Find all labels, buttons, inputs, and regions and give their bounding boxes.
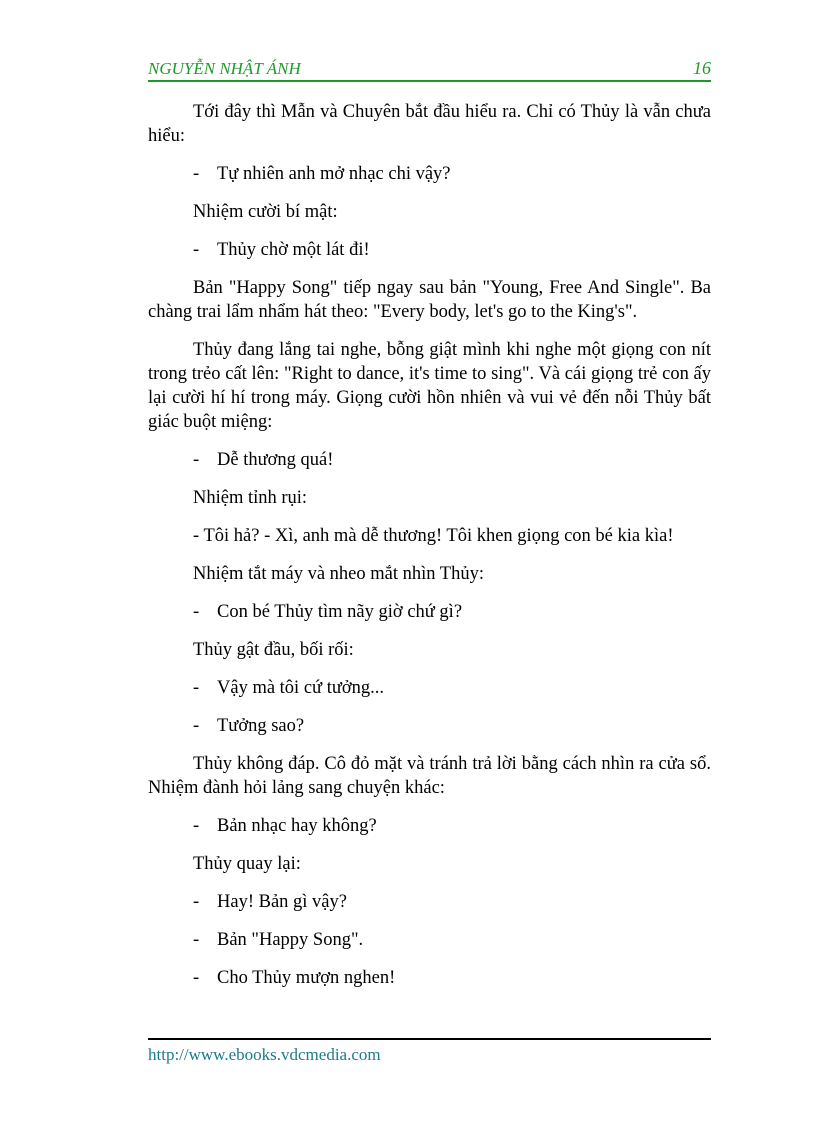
dialogue-text: Bản nhạc hay không? [217, 816, 377, 836]
footer-url[interactable]: http://www.ebooks.vdcmedia.com [148, 1045, 381, 1064]
dialogue-line [148, 600, 711, 624]
dialogue-dash: - [193, 164, 200, 184]
narration-line: Nhiệm tắt máy và nheo mắt nhìn Thủy: [193, 564, 484, 584]
dialogue-text: Con bé Thủy tìm nãy giờ chứ gì? [217, 602, 463, 622]
dialogue-dash: - [193, 450, 200, 470]
dialogue-line [148, 966, 711, 990]
dialogue-text: Tự nhiên anh mở nhạc chi vậy? [217, 164, 451, 184]
page-number: 16 [693, 58, 711, 78]
running-header [148, 58, 711, 82]
dialogue-line [148, 162, 711, 186]
dialogue-line [148, 714, 711, 738]
narration-line: Thủy gật đầu, bối rối: [193, 640, 354, 660]
dialogue-line [148, 238, 711, 262]
dialogue-line [148, 448, 711, 472]
dialogue-dash: - [193, 892, 200, 912]
author-name: NGUYỄN NHẬT ÁNH [148, 59, 301, 78]
dialogue-dash: - [193, 678, 200, 698]
narration-line: Nhiệm tỉnh rụi: [193, 488, 308, 508]
dialogue-text: Dễ thương quá! [217, 450, 334, 470]
narration-line: Thủy quay lại: [193, 854, 301, 874]
dialogue-line [148, 890, 711, 914]
dialogue-text: Cho Thủy mượn nghen! [217, 968, 396, 988]
dialogue-text: Thủy chờ một lát đi! [217, 240, 370, 260]
narration-line: - Tôi hả? - Xì, anh mà dễ thương! Tôi khen giọng con bé kia kìa! [193, 526, 674, 546]
dialogue-text: Tưởng sao? [217, 716, 305, 736]
body-paragraph: Tới đây thì Mẫn và Chuyên bắt đầu hiểu ra. Chỉ có Thủy là vẫn chưa hiểu: [148, 102, 711, 146]
dialogue-dash: - [193, 816, 200, 836]
dialogue-dash: - [193, 930, 200, 950]
header-rule [148, 80, 711, 82]
dialogue-dash: - [193, 240, 200, 260]
page-body [148, 100, 711, 990]
dialogue-dash: - [193, 968, 200, 988]
dialogue-text: Bản "Happy Song". [217, 930, 364, 950]
body-paragraph: Bản "Happy Song" tiếp ngay sau bản "Young, Free And Single". Ba chàng trai lẩm nhẩm hát theo: "Every body, let's go to the King's". [148, 278, 711, 322]
dialogue-dash: - [193, 716, 200, 736]
dialogue-line [148, 928, 711, 952]
dialogue-text: Hay! Bản gì vậy? [217, 892, 347, 912]
dialogue-dash: - [193, 602, 200, 622]
dialogue-line [148, 676, 711, 700]
dialogue-text: Vậy mà tôi cứ tưởng... [217, 678, 385, 698]
footer-rule [148, 1038, 711, 1040]
dialogue-line [148, 814, 711, 838]
body-paragraph: Thủy không đáp. Cô đỏ mặt và tránh trả lời bằng cách nhìn ra cửa sổ. Nhiệm đành hỏi lảng sang chuyện khác: [148, 754, 711, 798]
narration-line: Nhiệm cười bí mật: [193, 202, 338, 222]
body-paragraph: Thủy đang lắng tai nghe, bỗng giật mình khi nghe một giọng con nít trong trẻo cất lên: "Right to dance, it's time to sing". Và cái giọng trẻ con ấy lại cười hí hí trong máy. Giọng cười hồn nhiên và vui vẻ đến nỗi Thủy bất giác buột miệng: [148, 340, 711, 432]
